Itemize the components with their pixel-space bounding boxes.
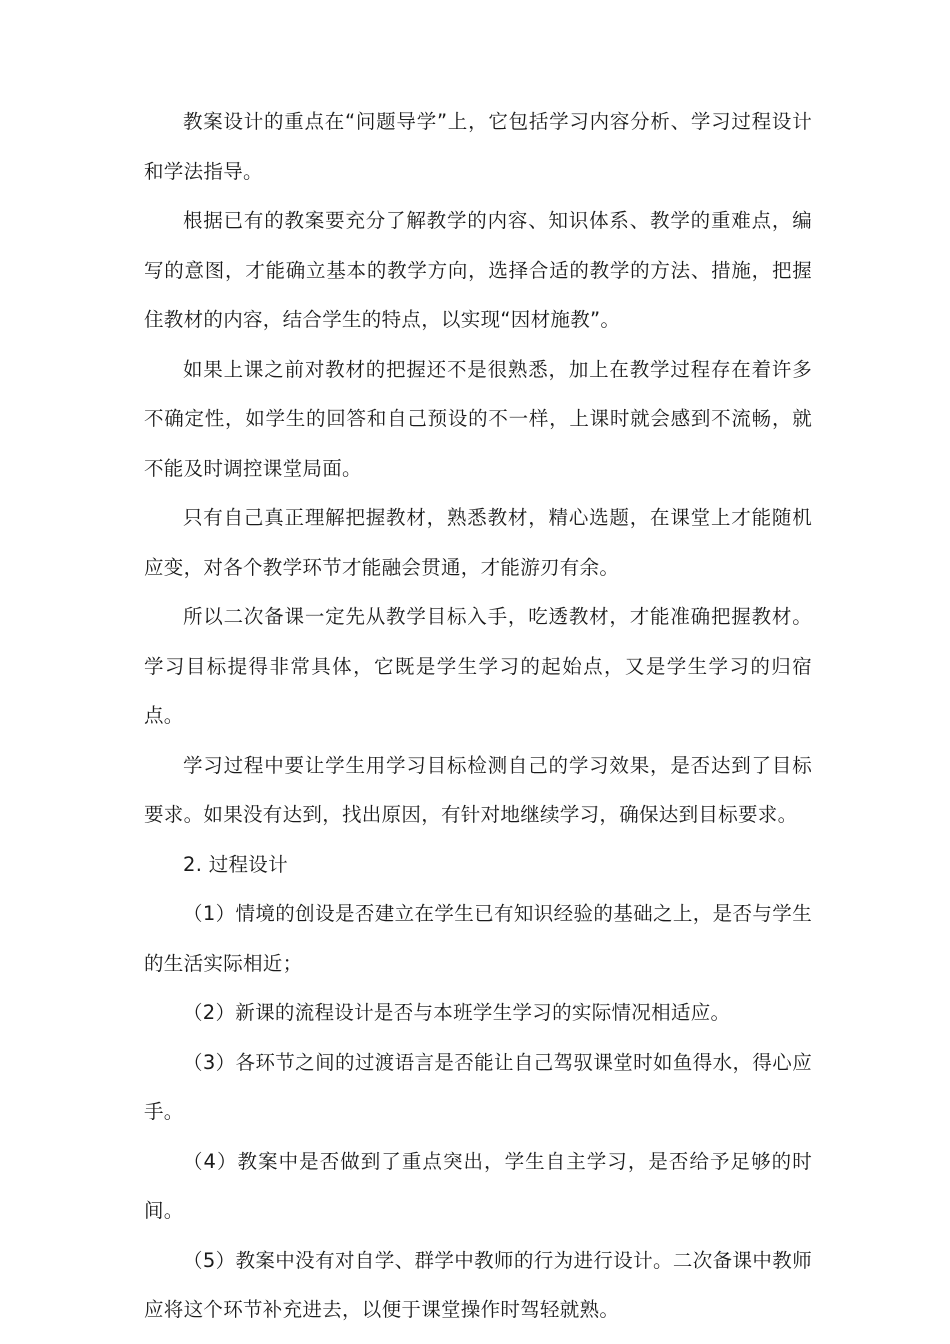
list-item-4: （4）教案中是否做到了重点突出，学生自主学习，是否给予足够的时间。 xyxy=(144,1149,812,1222)
list-item-2: （2）新课的流程设计是否与本班学生学习的实际情况相适应。 xyxy=(183,1001,731,1024)
document-body xyxy=(144,97,812,1335)
paragraph-unfamiliar: 如果上课之前对教材的把握还不是很熟悉，加上在教学过程存在着许多不确定性，如学生的回答和自己预设的不一样，上课时就会感到不流畅，就不能及时调控课堂局面。 xyxy=(144,357,812,480)
paragraph-existing-plan: 根据已有的教案要充分了解教学的内容、知识体系、教学的重难点，编写的意图，才能确立基本的教学方向，选择合适的教学的方法、措施，把握住教材的内容，结合学生的特点，以实现“因材施教”。 xyxy=(144,209,812,331)
list-item-3: （3）各环节之间的过渡语言是否能让自己驾驭课堂时如鱼得水，得心应手。 xyxy=(144,1050,812,1123)
list-item-5: （5）教案中没有对自学、群学中教师的行为进行设计。二次备课中教师应将这个环节补充进去，以便于课堂操作时驾轻就熟。 xyxy=(144,1248,812,1321)
paragraph-objectives: 所以二次备课一定先从教学目标入手，吃透教材，才能准确把握教材。学习目标提得非常具体，它既是学生学习的起始点，又是学生学习的归宿点。 xyxy=(144,605,812,727)
paragraph-intro: 教案设计的重点在“问题导学”上，它包括学习内容分析、学习过程设计和学法指导。 xyxy=(144,110,812,183)
section-heading-process-design: 2. 过程设计 xyxy=(183,852,288,876)
paragraph-learning-process: 学习过程中要让学生用学习目标检测自己的学习效果，是否达到了目标要求。如果没有达到，找出原因，有针对地继续学习，确保达到目标要求。 xyxy=(144,753,812,826)
list-item-1: （1）情境的创设是否建立在学生已有知识经验的基础之上，是否与学生的生活实际相近； xyxy=(144,902,812,975)
paragraph-understanding: 只有自己真正理解把握教材，熟悉教材，精心选题，在课堂上才能随机应变，对各个教学环节才能融会贯通，才能游刃有余。 xyxy=(144,506,812,579)
